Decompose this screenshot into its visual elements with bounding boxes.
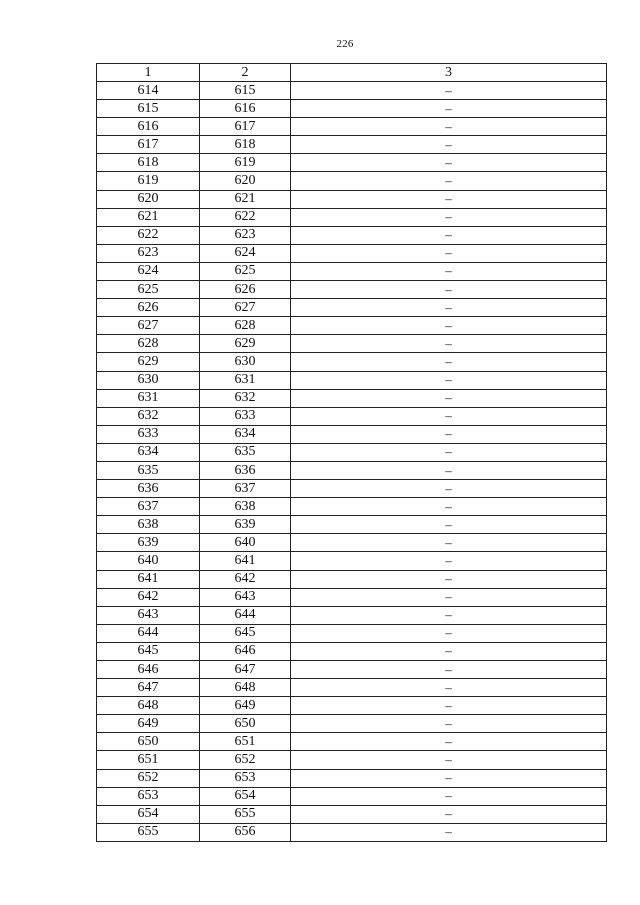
table-row: [97, 606, 607, 624]
table-cell-col-3: –: [291, 588, 607, 606]
table-cell-col-2: 645: [200, 624, 291, 642]
table-cell-col-1: 639: [97, 534, 200, 552]
table-cell-col-1: 635: [97, 461, 200, 479]
table-cell-col-2: 634: [200, 425, 291, 443]
table-cell-col-3: –: [291, 679, 607, 697]
table-row: [97, 570, 607, 588]
table-cell-col-1: 647: [97, 679, 200, 697]
table-cell-col-3: –: [291, 823, 607, 841]
table-cell-col-2: 637: [200, 480, 291, 498]
table-row: [97, 461, 607, 479]
table-cell-col-1: 617: [97, 136, 200, 154]
table-cell-col-3: –: [291, 498, 607, 516]
table-cell-col-1: 642: [97, 588, 200, 606]
table-cell-col-2: 619: [200, 154, 291, 172]
table-row: [97, 715, 607, 733]
table-cell-col-3: –: [291, 407, 607, 425]
page-number: 226: [336, 38, 354, 50]
table-row: [97, 244, 607, 262]
table-cell-col-1: 643: [97, 606, 200, 624]
table-row: [97, 769, 607, 787]
table-cell-col-3: –: [291, 715, 607, 733]
table-cell-col-1: 631: [97, 389, 200, 407]
table-cell-col-3: –: [291, 480, 607, 498]
table-cell-col-3: –: [291, 172, 607, 190]
table-row: [97, 679, 607, 697]
table-cell-col-1: 625: [97, 281, 200, 299]
table-row: [97, 642, 607, 660]
table-cell-col-1: 655: [97, 823, 200, 841]
table-row: [97, 552, 607, 570]
table-cell-col-1: 652: [97, 769, 200, 787]
table-cell-col-2: 626: [200, 281, 291, 299]
table-cell-col-2: 647: [200, 661, 291, 679]
table-cell-col-1: 619: [97, 172, 200, 190]
table-cell-col-3: –: [291, 244, 607, 262]
table-cell-col-1: 623: [97, 244, 200, 262]
table-cell-col-1: 640: [97, 552, 200, 570]
table-cell-col-3: –: [291, 697, 607, 715]
table-cell-col-3: –: [291, 100, 607, 118]
table-cell-col-2: 655: [200, 805, 291, 823]
table-cell-col-2: 656: [200, 823, 291, 841]
table-cell-col-2: 628: [200, 317, 291, 335]
table-row: [97, 371, 607, 389]
table-row: [97, 262, 607, 280]
table-row: [97, 498, 607, 516]
column-header-1: 1: [97, 64, 200, 82]
table-row: [97, 172, 607, 190]
table-cell-col-3: –: [291, 751, 607, 769]
table-cell-col-2: 644: [200, 606, 291, 624]
table-cell-col-2: 620: [200, 172, 291, 190]
table-cell-col-1: 646: [97, 661, 200, 679]
table-row: [97, 118, 607, 136]
table-header: [97, 64, 607, 82]
table-row: [97, 281, 607, 299]
table-cell-col-1: 650: [97, 733, 200, 751]
table-cell-col-1: 649: [97, 715, 200, 733]
table-cell-col-3: –: [291, 299, 607, 317]
column-header-2: 2: [200, 64, 291, 82]
table-row: [97, 425, 607, 443]
table-cell-col-2: 635: [200, 443, 291, 461]
table-cell-col-2: 648: [200, 679, 291, 697]
table-row: [97, 299, 607, 317]
table-cell-col-2: 623: [200, 226, 291, 244]
table-cell-col-1: 651: [97, 751, 200, 769]
table-cell-col-2: 627: [200, 299, 291, 317]
table-row: [97, 624, 607, 642]
table-cell-col-1: 632: [97, 407, 200, 425]
table-cell-col-1: 624: [97, 262, 200, 280]
table-cell-col-2: 622: [200, 208, 291, 226]
table-row: [97, 317, 607, 335]
table-cell-col-2: 618: [200, 136, 291, 154]
table-cell-col-3: –: [291, 136, 607, 154]
table-cell-col-3: –: [291, 190, 607, 208]
table-cell-col-1: 630: [97, 371, 200, 389]
table-row: [97, 136, 607, 154]
table-cell-col-2: 629: [200, 335, 291, 353]
table-row: [97, 516, 607, 534]
table-cell-col-3: –: [291, 805, 607, 823]
table-cell-col-2: 642: [200, 570, 291, 588]
table-cell-col-3: –: [291, 516, 607, 534]
table-cell-col-2: 632: [200, 389, 291, 407]
table-cell-col-2: 649: [200, 697, 291, 715]
table-cell-col-1: 626: [97, 299, 200, 317]
table-row: [97, 661, 607, 679]
table-cell-col-3: –: [291, 226, 607, 244]
table-row: [97, 588, 607, 606]
table-cell-col-3: –: [291, 552, 607, 570]
table-row: [97, 100, 607, 118]
data-table-container: [96, 63, 606, 842]
table-cell-col-3: –: [291, 787, 607, 805]
table-cell-col-2: 638: [200, 498, 291, 516]
table-cell-col-1: 644: [97, 624, 200, 642]
table-cell-col-3: –: [291, 118, 607, 136]
table-row: [97, 389, 607, 407]
header-row: [97, 64, 607, 82]
table-cell-col-3: –: [291, 534, 607, 552]
table-row: [97, 787, 607, 805]
table-cell-col-1: 618: [97, 154, 200, 172]
table-cell-col-3: –: [291, 208, 607, 226]
table-row: [97, 697, 607, 715]
table-row: [97, 805, 607, 823]
table-cell-col-2: 616: [200, 100, 291, 118]
table-row: [97, 534, 607, 552]
table-cell-col-2: 640: [200, 534, 291, 552]
table-cell-col-2: 625: [200, 262, 291, 280]
table-cell-col-1: 621: [97, 208, 200, 226]
table-cell-col-1: 620: [97, 190, 200, 208]
table-cell-col-3: –: [291, 154, 607, 172]
table-cell-col-3: –: [291, 642, 607, 660]
table-cell-col-3: –: [291, 606, 607, 624]
data-table: [96, 63, 607, 842]
table-cell-col-2: 652: [200, 751, 291, 769]
table-cell-col-2: 624: [200, 244, 291, 262]
table-cell-col-1: 648: [97, 697, 200, 715]
table-cell-col-3: –: [291, 389, 607, 407]
table-cell-col-3: –: [291, 371, 607, 389]
table-cell-col-1: 614: [97, 82, 200, 100]
table-cell-col-1: 638: [97, 516, 200, 534]
table-row: [97, 443, 607, 461]
table-cell-col-1: 637: [97, 498, 200, 516]
table-cell-col-2: 651: [200, 733, 291, 751]
table-row: [97, 733, 607, 751]
table-cell-col-2: 630: [200, 353, 291, 371]
table-cell-col-3: –: [291, 461, 607, 479]
table-row: [97, 82, 607, 100]
table-cell-col-3: –: [291, 317, 607, 335]
table-cell-col-2: 650: [200, 715, 291, 733]
table-cell-col-3: –: [291, 570, 607, 588]
table-cell-col-1: 622: [97, 226, 200, 244]
table-cell-col-1: 615: [97, 100, 200, 118]
table-cell-col-2: 617: [200, 118, 291, 136]
table-cell-col-3: –: [291, 661, 607, 679]
table-cell-col-3: –: [291, 769, 607, 787]
table-cell-col-2: 654: [200, 787, 291, 805]
table-row: [97, 823, 607, 841]
table-cell-col-3: –: [291, 262, 607, 280]
table-cell-col-1: 636: [97, 480, 200, 498]
table-cell-col-3: –: [291, 82, 607, 100]
table-cell-col-1: 645: [97, 642, 200, 660]
table-cell-col-2: 631: [200, 371, 291, 389]
table-row: [97, 208, 607, 226]
table-cell-col-1: 654: [97, 805, 200, 823]
table-cell-col-1: 653: [97, 787, 200, 805]
table-cell-col-2: 641: [200, 552, 291, 570]
table-row: [97, 226, 607, 244]
table-cell-col-2: 653: [200, 769, 291, 787]
table-row: [97, 480, 607, 498]
table-row: [97, 407, 607, 425]
table-cell-col-1: 628: [97, 335, 200, 353]
table-cell-col-1: 641: [97, 570, 200, 588]
table-cell-col-2: 633: [200, 407, 291, 425]
table-cell-col-2: 636: [200, 461, 291, 479]
table-cell-col-3: –: [291, 425, 607, 443]
table-cell-col-2: 646: [200, 642, 291, 660]
table-cell-col-1: 629: [97, 353, 200, 371]
table-cell-col-3: –: [291, 335, 607, 353]
table-cell-col-1: 616: [97, 118, 200, 136]
table-cell-col-2: 643: [200, 588, 291, 606]
table-row: [97, 353, 607, 371]
table-cell-col-1: 634: [97, 443, 200, 461]
column-header-3: 3: [291, 64, 607, 82]
table-row: [97, 751, 607, 769]
table-cell-col-1: 633: [97, 425, 200, 443]
table-cell-col-3: –: [291, 733, 607, 751]
table-body: [97, 82, 607, 842]
table-cell-col-1: 627: [97, 317, 200, 335]
table-cell-col-2: 639: [200, 516, 291, 534]
table-cell-col-3: –: [291, 281, 607, 299]
table-row: [97, 154, 607, 172]
table-cell-col-2: 615: [200, 82, 291, 100]
table-row: [97, 190, 607, 208]
table-cell-col-2: 621: [200, 190, 291, 208]
table-cell-col-3: –: [291, 624, 607, 642]
table-row: [97, 335, 607, 353]
table-cell-col-3: –: [291, 443, 607, 461]
table-cell-col-3: –: [291, 353, 607, 371]
